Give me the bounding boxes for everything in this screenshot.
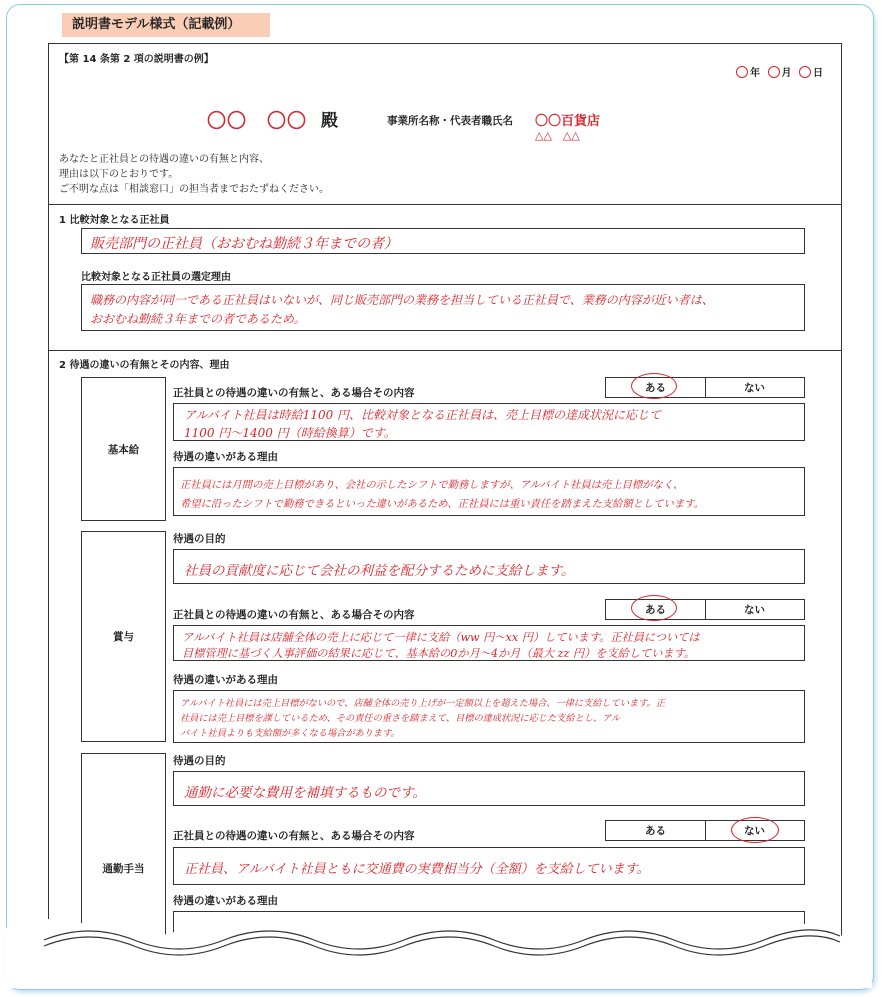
kihonkyu-diff-heading: 正社員との待遇の違いの有無と、ある場合その内容 [173,387,415,399]
choice-no: ない [744,604,765,616]
shoyo-diff-line-1: アルバイト社員は店舗全体の売上に応じて一律に支給（ww 円～xx 円）しています。正社員については [182,631,700,644]
document-tag: 説明書モデル様式（記載例） [62,13,270,37]
comparison-target-value: 販売部門の正社員（おおむね勤続３年までの者） [90,236,398,252]
comparison-target-box [81,228,805,254]
intro-line-2: 理由は以下のとおりです。 [59,169,179,180]
kihonkyu-reason-box [173,467,805,516]
shoyo-purpose-heading: 待遇の目的 [173,533,226,545]
date-line: 年 月 日 [732,64,823,79]
kihonkyu-reason-heading: 待遇の違いがある理由 [173,451,278,463]
tsukin-label: 通勤手当 [81,753,166,974]
choice-yes: ある [645,825,666,837]
shoyo-reason-line-3: バイト社員よりも支給額が多くなる場合があります。 [180,728,400,739]
shoyo-diff-choice [605,599,805,620]
year-blank-circle [736,66,748,78]
selection-reason-heading: 比較対象となる正社員の選定理由 [81,272,231,283]
kihonkyu-diff-box [173,403,805,441]
intro-line-1: あなたと正社員との待遇の違いの有無と内容、 [59,154,269,165]
shoyo-label: 賞与 [81,531,166,742]
shoyo-diff-box [173,625,805,661]
kihonkyu-label: 基本給 [81,377,166,521]
shoyo-diff-line-2: 目標管理に基づく人事評価の結果に応じて、基本給の0か月～4か月（最大 zz 円）を支給しています。 [182,647,696,660]
shoyo-reason-box [173,690,805,743]
tsukin-purpose-box [173,771,805,806]
month-blank-circle [768,66,780,78]
selection-reason-line-1: 職務の内容が同一である正社員はいないが、同じ販売部門の業務を担当している正社員で、業務の内容が近い者は、 [90,293,714,307]
shoyo-diff-heading: 正社員との待遇の違いの有無と、ある場合その内容 [173,609,415,621]
office-name: 〇〇百貨店 [535,114,601,129]
choice-no: ない [744,825,765,837]
tsukin-diff-value: 正社員、アルバイト社員ともに交通費の実費相当分（全額）を支給しています。 [184,862,650,877]
kihonkyu-reason-line-1: 正社員には月間の売上目標があり、会社の示したシフトで勤務しますが、アルバイト社員は売上目標がなく、 [180,479,684,491]
kihonkyu-diff-choice [605,377,805,398]
torn-edge-graphic [6,918,872,988]
shoyo-purpose-box [173,549,805,584]
intro-line-3: ご不明な点は「相談窓口」の担当者までおたずねください。 [59,184,329,195]
tsukin-purpose-heading: 待遇の目的 [173,755,226,767]
tsukin-diff-heading: 正社員との待遇の違いの有無と、ある場合その内容 [173,830,415,842]
day-blank-circle [799,66,811,78]
office-representative: △△ △△ [535,129,580,142]
selection-reason-box [81,284,805,331]
shoyo-reason-heading: 待遇の違いがある理由 [173,674,278,686]
tsukin-reason-heading: 待遇の違いがある理由 [173,895,278,907]
choice-yes: ある [645,604,666,616]
addressee-suffix: 殿 [321,111,338,131]
kihonkyu-diff-line-1: アルバイト社員は時給1100 円、比較対象となる正社員は、売上目標の達成状況に応じて [184,408,662,422]
section2-heading: 2 待遇の違いの有無とその内容、理由 [59,360,230,371]
addressee-name: 〇〇 〇〇 [207,110,308,132]
tsukin-diff-box [173,847,805,885]
divider [49,204,841,205]
office-label: 事業所名称・代表者職氏名 [387,115,513,127]
tsukin-purpose-value: 通勤に必要な費用を補填するものです。 [184,785,426,801]
shoyo-purpose-value: 社員の貢献度に応じて会社の利益を配分するために支給します。 [184,563,575,579]
shoyo-reason-line-1: アルバイト社員には売上目標がないので、店舗全体の売り上げが一定額以上を超えた場合、一律に支給しています。正 [180,698,666,709]
section1-heading: 1 比較対象となる正社員 [59,215,170,226]
choice-no: ない [744,382,765,394]
kihonkyu-diff-line-2: 1100 円～1400 円（時給換算）です。 [184,426,396,440]
choice-yes: ある [645,382,666,394]
divider [49,350,841,351]
shoyo-reason-line-2: 社員には売上目標を課しているため、その責任の重さを踏まえて、目標の達成状況に応じた支給とし、アル [180,713,621,724]
form-subtitle: 【第 14 条第 2 項の説明書の例】 [59,54,214,65]
selection-reason-line-2: おおむね勤続３年までの者であるため。 [90,312,306,326]
kihonkyu-reason-line-2: 希望に沿ったシフトで勤務できるといった違いがあるため、正社員には重い責任を踏まえた支給額としています。 [180,498,704,510]
tsukin-diff-choice [605,820,805,841]
explanation-sheet [48,43,842,974]
